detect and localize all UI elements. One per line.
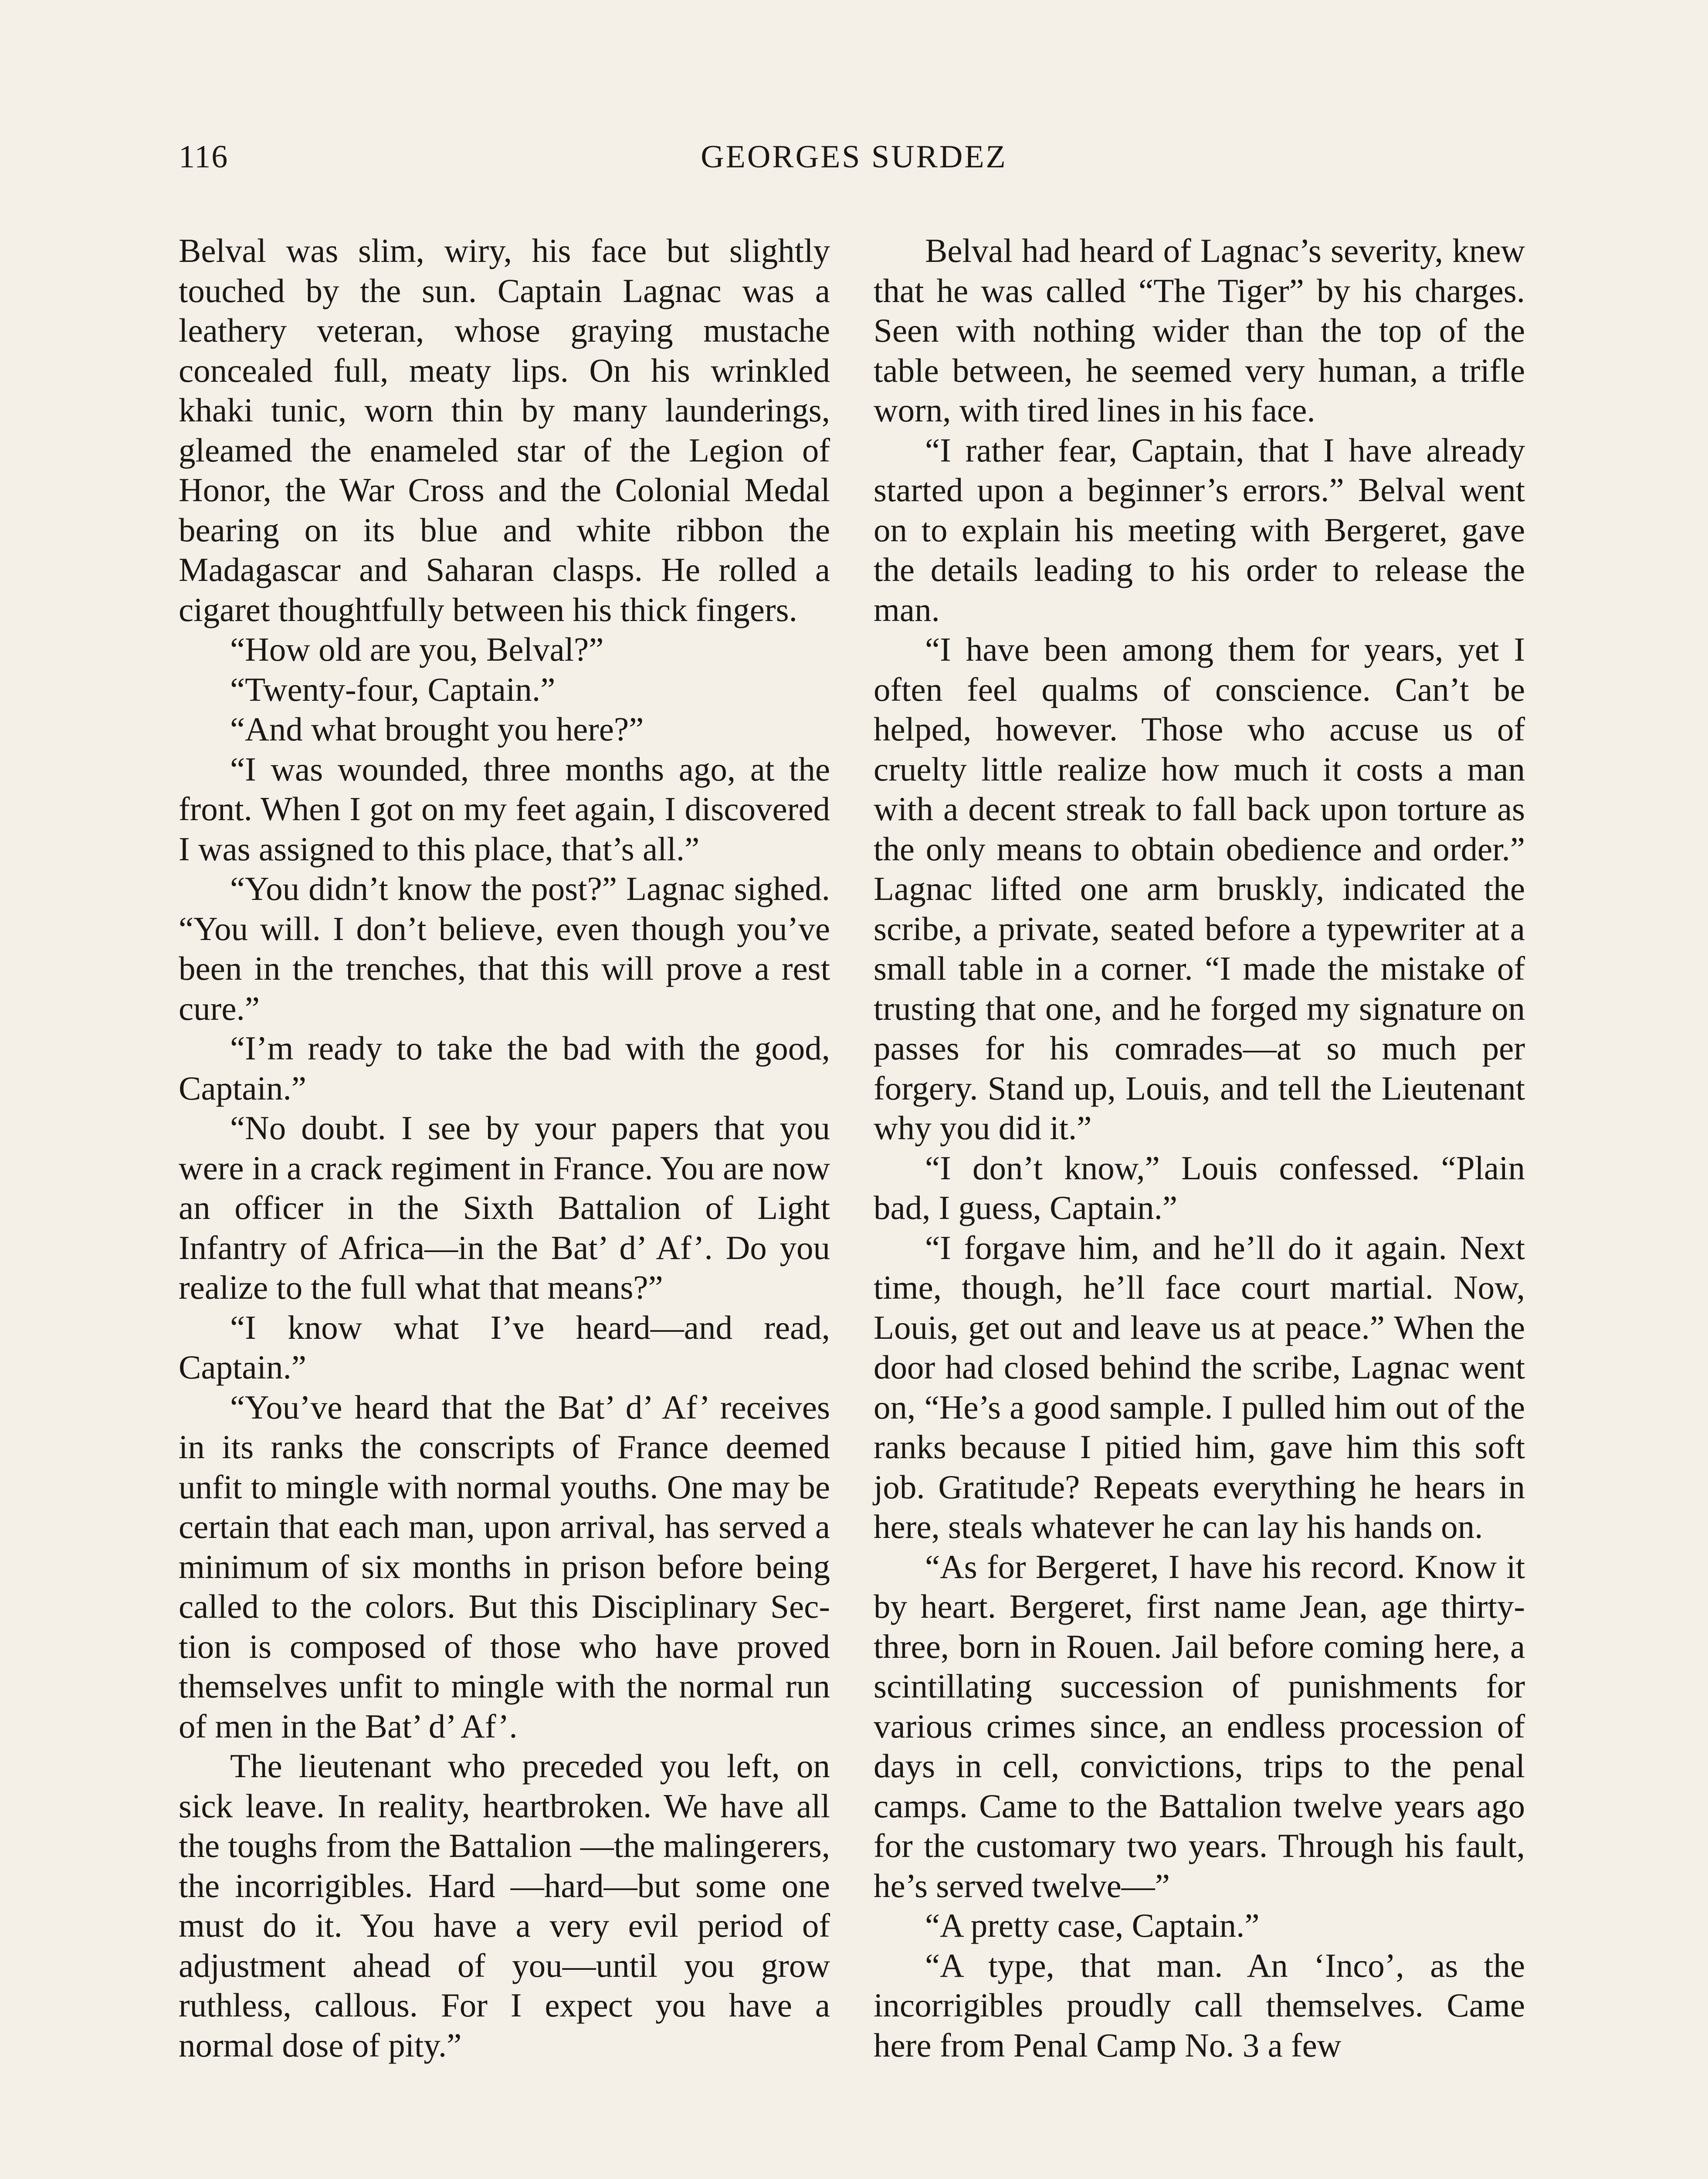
paragraph: “How old are you, Belval?” bbox=[230, 631, 604, 668]
paragraph: “A pretty case, Captain.” bbox=[925, 1907, 1260, 1944]
paragraph: “I know what I’ve heard—and read, Captain.” bbox=[179, 1308, 830, 1386]
page-number: 116 bbox=[179, 139, 229, 175]
paragraph: “I don’t know,” Louis confessed. “Plain bad, I guess, Captain.” bbox=[874, 1149, 1525, 1226]
page-header bbox=[179, 139, 1529, 187]
paragraph: “You didn’t know the post?” Lagnac sighed. “You will. I don’t believe, even though you’ve been in the trenches, that this will prove a rest cure.” bbox=[179, 870, 830, 1027]
paragraph: “You’ve heard that the Bat’ d’ Af’ receives in its ranks the conscripts of France deemed unfit to mingle with normal youths. One may be certain that each man, upon arrival, has served a minimum of six months in prison before being called to the colors. But this Disciplinary Section is composed of those who have proved themselves unfit to mingle with the normal run of men in the Bat’ d’ Af’. bbox=[179, 1388, 830, 1745]
paragraph: “I rather fear, Captain, that I have already started upon a beginner’s errors.” Belval went on to explain his meeting with Bergeret, gave the details leading to his order to release the man. bbox=[874, 431, 1525, 628]
left-text-column bbox=[179, 231, 830, 2065]
running-title: GEORGES SURDEZ bbox=[701, 139, 1007, 175]
paragraph: “As for Bergeret, I have his record. Know it by heart. Bergeret, first name Jean, age thirty-three, born in Rouen. Jail before coming here, a scintillating succession of punishments for various crimes since, an endless procession of days in cell, convictions, trips to the penal camps. Came to the Battalion twelve years ago for the customary two years. Through his fault, he’s served twelve—” bbox=[874, 1548, 1525, 1904]
paragraph: “I forgave him, and he’ll do it again. Next time, though, he’ll face court martial. Now, Louis, get out and leave us at peace.” When the door had closed behind the scribe, Lagnac went on, “He’s a good sample. I pulled him out of the ranks because I pitied him, gave him this soft job. Gratitude? Repeats everything he hears in here, steals whatever he can lay his hands on. bbox=[874, 1229, 1525, 1545]
paragraph: “A type, that man. An ‘Inco’, as the incorrigibles proudly call themselves. Came here from Penal Camp No. 3 a few bbox=[874, 1946, 1525, 2064]
paragraph: Belval had heard of Lagnac’s severity, knew that he was called “The Tiger” by his charges. Seen with nothing wider than the top of the table between, he seemed very human, a trifle worn, with tired lines in his face. bbox=[874, 232, 1525, 429]
paragraph: “Twenty-four, Captain.” bbox=[230, 670, 556, 708]
paragraph: “No doubt. I see by your papers that you were in a crack regiment in France. You are now an officer in the Sixth Battalion of Light Infantry of Africa—in the Bat’ d’ Af’. Do you realize to the full what that means?” bbox=[179, 1109, 830, 1306]
paragraph: “I was wounded, three months ago, at the front. When I got on my feet again, I discovered I was assigned to this place, that’s all.” bbox=[179, 750, 830, 868]
paragraph: “And what brought you here?” bbox=[230, 710, 644, 748]
paragraph: Belval was slim, wiry, his face but slightly touched by the sun. Captain Lagnac was a leathery veteran, whose graying mustache concealed full, meaty lips. On his wrinkled khaki tunic, worn thin by many launderings, gleamed the enameled star of the Legion of Honor, the War Cross and the Colonial Medal bearing on its blue and white ribbon the Madagascar and Saharan clasps. He rolled a cigaret thoughtfully between his thick fingers. bbox=[179, 232, 830, 628]
paragraph: “I have been among them for years, yet I often feel qualms of conscience. Can’t be helped, however. Those who accuse us of cruelty little realize how much it costs a man with a decent streak to fall back upon torture as the only means to obtain obedience and order.” Lagnac lifted one arm bruskly, indicated the scribe, a private, seated before a typewriter at a small table in a corner. “I made the mistake of trusting that one, and he forged my signature on passes for his comrades—at so much per forgery. Stand up, Louis, and tell the Lieutenant why you did it.” bbox=[874, 631, 1525, 1147]
right-text-column bbox=[874, 231, 1525, 2065]
paragraph: The lieutenant who preceded you left, on sick leave. In reality, heartbroken. We have all the toughs from the Battalion —the malingerers, the incorrigibles. Hard —hard—but some one must do it. You have a very evil period of adjustment ahead of you—until you grow ruthless, callous. For I expect you have a normal dose of pity.” bbox=[179, 1747, 830, 2064]
paragraph: “I’m ready to take the bad with the good, Captain.” bbox=[179, 1029, 830, 1107]
